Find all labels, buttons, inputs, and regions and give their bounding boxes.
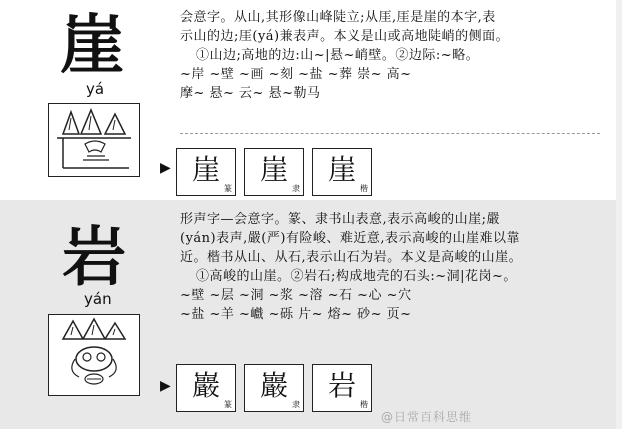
script-label: 隶 — [292, 400, 300, 409]
script-glyph: 崖 — [327, 153, 356, 186]
script-box-regular — [312, 364, 372, 412]
definition-line: ~壁 ~层 ~洞 ~浆 ~溶 ~石 ~心 ~穴 — [180, 288, 412, 303]
script-label: 楷 — [360, 184, 368, 193]
script-box-regular — [312, 148, 372, 196]
ancient-glyph-illustration — [48, 314, 140, 396]
ancient-glyph-illustration — [48, 103, 140, 177]
entry-ya-cliff — [0, 0, 622, 200]
script-label: 隶 — [292, 184, 300, 193]
definition-line: (yán)表声,嚴(严)有险峻、难近意,表示高峻的山崖难以靠 — [180, 231, 521, 246]
definition-line: ①山边;高地的边:山~|悬~峭壁。②边际:~略。 — [196, 48, 480, 63]
arrow-icon: ▶ — [160, 378, 171, 394]
headword-pinyin: yá — [86, 80, 105, 98]
definition-line: 会意字。从山,其形像山峰陡立;从厓,厓是崖的本字,表 — [180, 10, 496, 25]
definition-line: ~盐 ~羊 ~巇 ~砾 片~ 熔~ 砂~ 页~ — [180, 307, 412, 322]
headword-char: 岩 — [62, 220, 126, 295]
headword-pinyin: yán — [84, 290, 112, 308]
definition-line: 示山的边;厓(yá)兼表声。本义是山或高地陡峭的侧面。 — [180, 29, 510, 44]
headword-char: 崖 — [60, 8, 124, 83]
script-box-seal — [176, 364, 236, 412]
mountain-cliff-icon — [49, 104, 139, 176]
script-glyph: 巖 — [259, 369, 288, 402]
script-label: 篆 — [224, 400, 232, 409]
watermark-text: @日常百科思维 — [380, 410, 472, 424]
mountain-face-icon — [49, 315, 139, 395]
definition-line: ~岸 ~壁 ~画 ~刻 ~盐 ~葬 崇~ 高~ — [180, 67, 412, 82]
script-label: 楷 — [360, 400, 368, 409]
arrow-icon: ▶ — [160, 160, 171, 176]
script-box-seal — [176, 148, 236, 196]
script-box-clerical — [244, 148, 304, 196]
script-label: 篆 — [224, 184, 232, 193]
definition-line: ①高峻的山崖。②岩石;构成地壳的石头:~洞|花岗~。 — [196, 269, 517, 284]
script-glyph: 崖 — [259, 153, 288, 186]
script-glyph: 崖 — [191, 153, 220, 186]
definition-line: 摩~ 悬~ 云~ 悬~勒马 — [180, 86, 321, 101]
definition-text — [180, 8, 509, 103]
definition-line: 近。楷书从山、从石,表示山石为岩。本义是高峻的山崖。 — [180, 250, 523, 265]
separator-line — [180, 133, 600, 134]
script-box-clerical — [244, 364, 304, 412]
script-glyph: 巖 — [191, 369, 220, 402]
script-glyph: 岩 — [327, 369, 356, 402]
definition-line: 形声字—会意字。篆、隶书山表意,表示高峻的山崖;嚴 — [180, 212, 501, 227]
entry-yan-rock — [0, 200, 622, 429]
page-edge — [616, 0, 622, 429]
definition-text — [180, 210, 522, 324]
